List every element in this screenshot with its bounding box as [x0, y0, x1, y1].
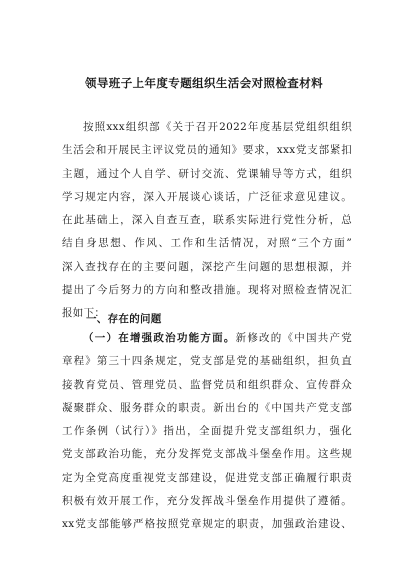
section-heading: 一、存在的问题 — [86, 313, 162, 325]
subsection-line: 积极有效开展工作，充分发挥战斗堡垒作用提供了遵循。 — [62, 495, 352, 508]
subsection-paragraph — [62, 327, 352, 537]
intro-line: 提出了今后努力的方向和整改措施。现将对照检查情况汇 — [62, 284, 352, 297]
document-title: 领导班子上年度专题组织生活会对照检查材料 — [85, 76, 323, 90]
subsection-line: 工作条例（试行）》指出，全面提升党支部组织力，强化 — [62, 425, 352, 438]
subsection-first-line-text: 新修改的《中国共产党 — [235, 332, 353, 344]
subsection-line: 接教育党员、管理党员、监督党员和组织群众、宣传群众 — [62, 378, 352, 391]
intro-line: 在此基础上，深入自查互查，联系实际进行党性分析，总 — [62, 214, 352, 227]
subsection-line: xx党支部能够严格按照党章规定的职责，加强政治建设、 — [62, 518, 352, 531]
subsection-line: 凝聚群众、服务群众的职责。新出台的《中国共产党支部 — [62, 401, 352, 414]
subsection-line: 定为全党高度重视党支部建设，促进党支部正确履行职责 — [62, 471, 352, 484]
intro-line: 结自身思想、作风、工作和生活情况，对照“三个方面” — [62, 237, 352, 250]
subsection-first-line — [62, 327, 352, 350]
subsection-label: （一）在增强政治功能方面。 — [83, 332, 236, 344]
subsection-line: 党支部政治功能，充分发挥党支部战斗堡垒作用。这些规 — [62, 448, 352, 461]
intro-line: 生活会和开展民主评议党员的通知》要求，xxx党支部紧扣 — [62, 144, 352, 157]
intro-line: 主题，通过个人自学、研讨交流、党课辅导等方式，组织 — [62, 167, 352, 180]
intro-line: 报如下： — [62, 307, 106, 320]
subsection-line: 章程》第三十四条规定，党支部是党的基础组织，担负直 — [62, 355, 352, 368]
intro-line: 深入查找存在的主要问题，深挖产生问题的思想根源，并 — [62, 260, 352, 273]
intro-paragraph — [62, 116, 352, 326]
intro-line: 按照xxx组织部《关于召开2022年度基层党组织组织 — [83, 121, 352, 133]
intro-line: 学习规定内容，深入开展谈心谈话，广泛征求意见建议。 — [62, 190, 352, 203]
